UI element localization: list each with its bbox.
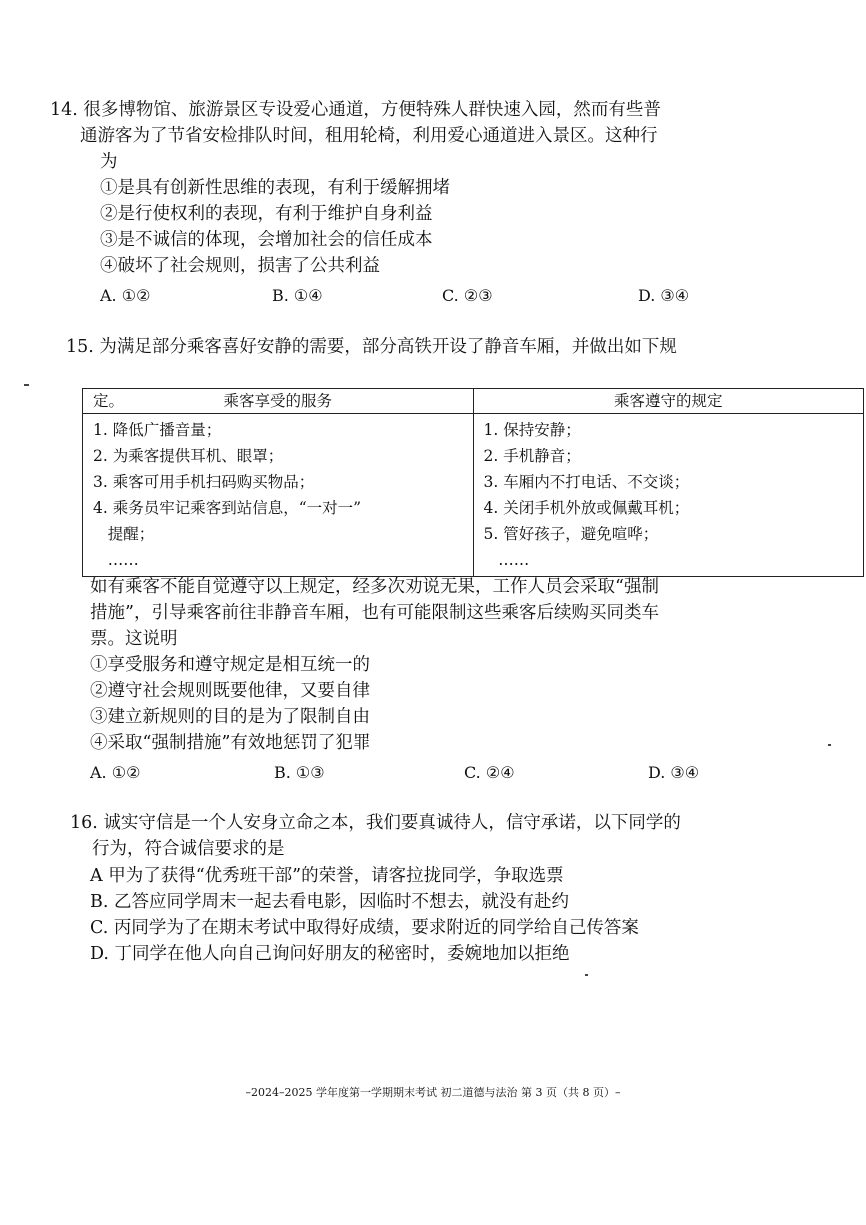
q14-option-b: B. ①④ <box>272 286 323 305</box>
q15-option-b: B. ①③ <box>274 763 325 782</box>
scan-speck <box>24 384 29 386</box>
q14-option-c: C. ②③ <box>442 286 493 305</box>
q15-option-c: C. ②④ <box>464 763 515 782</box>
q16-line-2: 行为，符合诚信要求的是 <box>92 839 285 859</box>
page-footer: –2024–2025 学年度第一学期期末考试 初二道德与法治 第 3 页（共 8 页）– <box>245 1086 621 1099</box>
q14-item-3: ③是不诚信的体现，会增加社会的信任成本 <box>100 230 433 250</box>
q16-line-1: 16. 诚实守信是一个人安身立命之本，我们要真诚待人，信守承诺，以下同学的 <box>70 813 681 833</box>
q15-option-d: D. ③④ <box>648 763 700 782</box>
services-cell <box>83 414 474 577</box>
q15-after-line-1: 如有乘客不能自觉遵守以上规定，经多次劝说无果，工作人员会采取“强制 <box>90 577 659 597</box>
q14-option-a: A. ①② <box>100 286 151 305</box>
left-header-label: 乘客享受的服务 <box>223 392 332 410</box>
service-item: 1. 降低广播音量； <box>93 421 222 439</box>
left-column-header <box>83 389 474 414</box>
right-column-header <box>473 389 864 414</box>
scan-speck <box>585 974 588 976</box>
rule-item: 5. 管好孩子，避免喧哗； <box>483 525 659 543</box>
scan-speck <box>828 744 831 746</box>
rules-table-body-row <box>83 414 864 577</box>
rules-table-header-row <box>83 389 864 414</box>
q16-option-a: A 甲为了获得“优秀班干部”的荣誉，请客拉拢同学，争取选票 <box>90 866 564 886</box>
q15-item-2: ②遵守社会规则既要他律，又要自律 <box>90 681 370 701</box>
q14-line-1: 14. 很多博物馆、旅游景区专设爱心通道，方便特殊人群快速入园，然而有些普 <box>50 100 661 120</box>
table-lead-text: 定。 <box>93 392 125 410</box>
right-header-label: 乘客遵守的规定 <box>613 392 723 410</box>
rules-cell <box>473 414 864 577</box>
q16-option-d: D. 丁同学在他人向自己询问好朋友的秘密时，委婉地加以拒绝 <box>90 944 570 964</box>
q15-after-line-2: 措施”，引导乘客前往非静音车厢，也有可能限制这些乘客后续购买同类车 <box>90 603 659 623</box>
service-item: 2. 为乘客提供耳机、眼罩； <box>93 447 284 465</box>
rule-item: 2. 手机静音； <box>483 447 581 465</box>
service-item: 3. 乘客可用手机扫码购买物品； <box>93 473 315 491</box>
q16-option-c: C. 丙同学为了在期末考试中取得好成绩，要求附近的同学给自己传答案 <box>90 918 639 938</box>
rule-item: 3. 车厢内不打电话、不交谈； <box>483 473 690 491</box>
q14-line-3: 为 <box>100 152 118 172</box>
q14-line-2: 通游客为了节省安检排队时间，租用轮椅，利用爱心通道进入景区。这种行 <box>80 126 658 146</box>
q15-item-4: ④采取“强制措施”有效地惩罚了犯罪 <box>90 733 371 753</box>
q14-item-1: ①是具有创新性思维的表现，有利于缓解拥堵 <box>100 178 450 198</box>
q16-option-b: B. 乙答应同学周末一起去看电影，因临时不想去，就没有赴约 <box>90 892 569 912</box>
q14-option-d: D. ③④ <box>638 286 690 305</box>
q15-after-line-3: 票。这说明 <box>90 629 178 649</box>
q15-item-3: ③建立新规则的目的是为了限制自由 <box>90 707 370 727</box>
rule-item: 1. 保持安静； <box>483 421 581 439</box>
service-ellipsis: …… <box>93 551 139 569</box>
q15-line-1: 15. 为满足部分乘客喜好安静的需要，部分高铁开设了静音车厢，并做出如下规 <box>66 337 677 357</box>
q14-item-4: ④破坏了社会规则，损害了公共利益 <box>100 256 380 276</box>
service-item-cont: 提醒； <box>93 525 155 543</box>
rule-item: 4. 关闭手机外放或佩戴耳机； <box>483 499 690 517</box>
q15-option-a: A. ①② <box>90 763 141 782</box>
q15-item-1: ①享受服务和遵守规定是相互统一的 <box>90 655 370 675</box>
rules-table <box>82 388 864 577</box>
service-item: 4. 乘务员牢记乘客到站信息，“一对一” <box>93 499 362 517</box>
q14-item-2: ②是行使权利的表现，有利于维护自身利益 <box>100 204 433 224</box>
rule-ellipsis: …… <box>483 551 530 569</box>
